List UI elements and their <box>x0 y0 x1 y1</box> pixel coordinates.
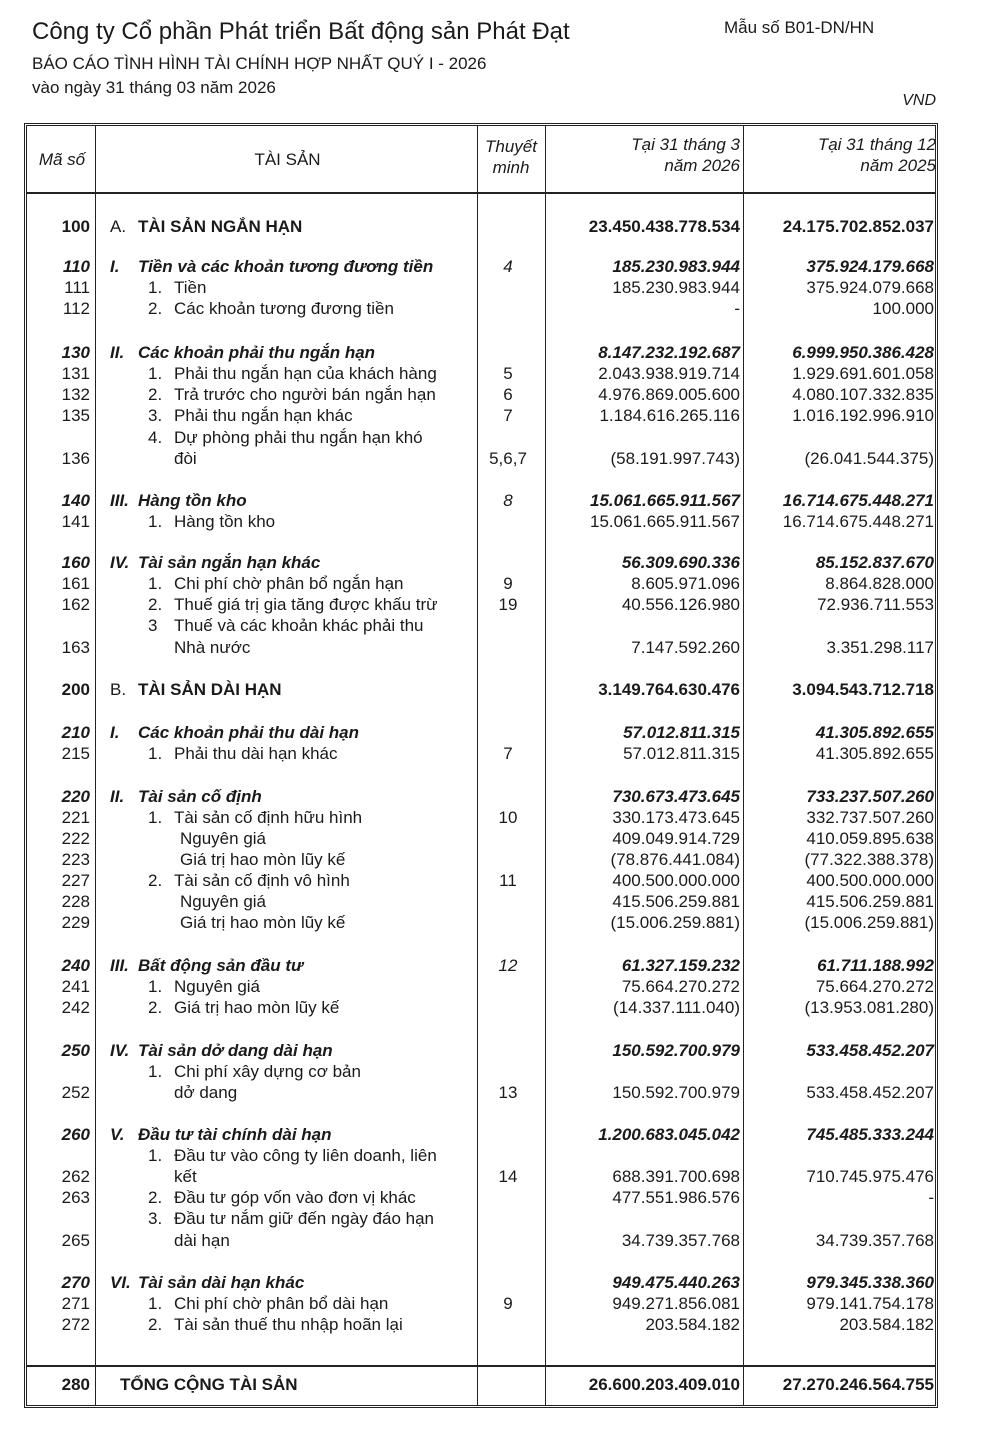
row-label: Hàng tồn kho <box>138 491 247 510</box>
row-current-value: - <box>734 299 740 318</box>
row-code: 262 <box>61 1167 90 1186</box>
row-note: 11 <box>499 871 517 890</box>
row-current-value: 34.739.357.768 <box>621 1231 740 1250</box>
row-label: Tài sản cố định hữu hình <box>174 808 363 827</box>
row-label: Nguyên giá <box>180 829 267 848</box>
row-note: 9 <box>503 574 513 593</box>
row-previous-value: 85.152.837.670 <box>815 553 934 572</box>
column-header-current <box>547 134 740 176</box>
row-current-value: 688.391.700.698 <box>612 1167 740 1186</box>
row-previous-value: 1.016.192.996.910 <box>792 406 934 425</box>
row-note: 12 <box>498 956 518 975</box>
row-current-value: (78.876.441.084) <box>610 850 740 869</box>
row-roman: III. <box>110 956 129 975</box>
row-label: Hàng tồn kho <box>174 512 276 531</box>
row-code: 141 <box>61 512 90 531</box>
row-note: 5,6,7 <box>489 449 527 468</box>
row-previous-value: 400.500.000.000 <box>806 871 934 890</box>
row-label: Chi phí chờ phân bổ ngắn hạn <box>174 574 404 593</box>
row-current-value: 7.147.592.260 <box>631 638 740 657</box>
row-previous-value: 75.664.270.272 <box>815 977 934 996</box>
row-code: 229 <box>61 913 90 932</box>
row-current-value: (58.191.997.743) <box>610 449 740 468</box>
row-previous-value: - <box>928 1188 934 1207</box>
row-label-line1: Dự phòng phải thu ngắn hạn khó <box>174 428 423 447</box>
row-roman: I. <box>110 723 120 742</box>
row-index: 2. <box>148 299 163 318</box>
row-label-line1: Đầu tư vào công ty liên doanh, liên <box>174 1146 437 1165</box>
row-code: 252 <box>61 1083 90 1102</box>
row-index: 1. <box>148 808 163 827</box>
column-header-note-line1: Thuyết <box>485 137 537 156</box>
row-code: 280 <box>61 1375 90 1394</box>
row-label: Trả trước cho người bán ngắn hạn <box>174 385 436 404</box>
column-header-previous-line1: Tại 31 tháng 12 <box>817 135 936 154</box>
row-note: 9 <box>503 1294 513 1313</box>
row-label: Nguyên giá <box>174 977 261 996</box>
row-code: 163 <box>61 638 90 657</box>
row-code: 111 <box>64 278 90 297</box>
row-previous-value: 41.305.892.655 <box>815 723 934 742</box>
row-current-value: 203.584.182 <box>645 1315 740 1334</box>
row-current-value: 57.012.811.315 <box>623 744 740 763</box>
row-code: 265 <box>61 1231 90 1250</box>
row-current-value: 75.664.270.272 <box>621 977 740 996</box>
row-code: 135 <box>61 406 90 425</box>
row-code: 223 <box>61 850 90 869</box>
row-roman: A. <box>110 217 127 236</box>
row-label: Giá trị hao mòn lũy kế <box>180 850 346 869</box>
row-previous-value: 72.936.711.553 <box>817 595 934 614</box>
row-previous-value: 34.739.357.768 <box>815 1231 934 1250</box>
row-label: Thuế giá trị gia tăng được khấu trừ <box>174 595 438 614</box>
row-code: 210 <box>61 723 90 742</box>
row-index: 4. <box>148 428 163 447</box>
row-index: 2. <box>148 595 163 614</box>
row-index: 1. <box>148 512 163 531</box>
column-header-code: Mã số <box>38 150 86 169</box>
row-index: 1. <box>148 364 163 383</box>
row-roman: I. <box>110 257 120 276</box>
row-label: Phải thu dài hạn khác <box>174 744 338 763</box>
row-index: 2. <box>148 1188 163 1207</box>
row-previous-value: (13.953.081.280) <box>804 998 934 1017</box>
row-label: TÀI SẢN DÀI HẠN <box>138 680 282 699</box>
row-code: 263 <box>61 1188 90 1207</box>
row-code: 215 <box>61 744 90 763</box>
row-label: Tiền <box>174 278 207 297</box>
column-header-previous <box>744 134 936 176</box>
row-current-value: 4.976.869.005.600 <box>598 385 740 404</box>
row-label: Chi phí chờ phân bổ dài hạn <box>174 1294 389 1313</box>
row-current-value: 415.506.259.881 <box>612 892 740 911</box>
row-code: 227 <box>61 871 90 890</box>
report-date: vào ngày 31 tháng 03 năm 2026 <box>32 78 276 97</box>
row-label: Giá trị hao mòn lũy kế <box>174 998 340 1017</box>
row-index: 1. <box>148 1062 163 1081</box>
row-roman: B. <box>110 680 127 699</box>
row-previous-value: 61.711.188.992 <box>817 956 934 975</box>
row-code: 270 <box>61 1273 90 1292</box>
row-current-value: 56.309.690.336 <box>621 553 740 572</box>
row-current-value: 3.149.764.630.476 <box>598 680 740 699</box>
row-roman: VI. <box>110 1273 131 1292</box>
row-code: 200 <box>61 680 90 699</box>
row-index: 1. <box>148 574 163 593</box>
form-code: Mẫu số B01-DN/HN <box>724 18 875 37</box>
row-label: Các khoản phải thu ngắn hạn <box>138 343 376 362</box>
row-current-value: (15.006.259.881) <box>610 913 740 932</box>
column-header-note-line2: minh <box>492 158 530 177</box>
row-code: 100 <box>61 217 90 236</box>
row-code: 160 <box>61 553 90 572</box>
row-previous-value: 410.059.895.638 <box>806 829 934 848</box>
row-current-value: 477.551.986.576 <box>612 1188 740 1207</box>
row-index: 2. <box>148 385 163 404</box>
column-header-current-line2: năm 2026 <box>664 156 740 175</box>
row-roman: V. <box>110 1125 125 1144</box>
row-current-value: 15.061.665.911.567 <box>590 512 740 531</box>
row-current-value: 409.049.914.729 <box>612 829 740 848</box>
currency-label: VND <box>902 92 936 109</box>
row-current-value: 150.592.700.979 <box>612 1041 740 1060</box>
row-index: 3 <box>148 616 158 635</box>
row-code: 241 <box>61 977 90 996</box>
row-previous-value: 533.458.452.207 <box>806 1083 934 1102</box>
row-current-value: 26.600.203.409.010 <box>588 1375 740 1394</box>
row-current-value: 57.012.811.315 <box>623 723 740 742</box>
row-label-line1: Đầu tư nắm giữ đến ngày đáo hạn <box>174 1209 434 1228</box>
row-label-line2: đòi <box>174 449 197 468</box>
row-label: Tài sản dở dang dài hạn <box>138 1041 333 1060</box>
row-current-value: 330.173.473.645 <box>612 808 740 827</box>
row-label-line1: Thuế và các khoản khác phải thu <box>174 616 424 635</box>
row-label: Tiền và các khoản tương đương tiền <box>138 257 434 276</box>
row-index: 3. <box>148 406 163 425</box>
row-previous-value: 203.584.182 <box>839 1315 934 1334</box>
row-note: 7 <box>503 406 513 425</box>
row-code: 161 <box>61 574 90 593</box>
row-current-value: 400.500.000.000 <box>612 871 740 890</box>
row-index: 1. <box>148 278 163 297</box>
row-code: 132 <box>61 385 90 404</box>
row-note: 13 <box>498 1083 518 1102</box>
row-roman: III. <box>110 491 129 510</box>
row-label: Tài sản thuế thu nhập hoãn lại <box>174 1315 403 1334</box>
row-previous-value: 375.924.179.668 <box>806 257 934 276</box>
row-index: 1. <box>148 977 163 996</box>
row-code: 272 <box>61 1315 90 1334</box>
row-index: 1. <box>148 1146 163 1165</box>
row-previous-value: 332.737.507.260 <box>806 808 934 827</box>
row-code: 130 <box>61 343 90 362</box>
row-current-value: 1.200.683.045.042 <box>598 1125 740 1144</box>
row-previous-value: (26.041.544.375) <box>804 449 934 468</box>
row-code: 221 <box>61 808 90 827</box>
row-note: 8 <box>503 491 513 510</box>
row-previous-value: 4.080.107.332.835 <box>792 385 934 404</box>
row-label: Giá trị hao mòn lũy kế <box>180 913 346 932</box>
row-current-value: 949.271.856.081 <box>612 1294 740 1313</box>
row-label: Tài sản ngắn hạn khác <box>138 553 321 572</box>
row-label: Phải thu ngắn hạn của khách hàng <box>174 364 437 383</box>
company-name: Công ty Cổ phần Phát triển Bất động sản Phát Đạt <box>32 18 570 45</box>
row-previous-value: 6.999.950.386.428 <box>792 343 934 362</box>
row-label-line2: kết <box>174 1167 197 1186</box>
row-previous-value: (15.006.259.881) <box>804 913 934 932</box>
row-current-value: 185.230.983.944 <box>612 278 740 297</box>
row-current-value: 8.147.232.192.687 <box>598 343 740 362</box>
row-roman: II. <box>110 343 125 362</box>
row-index: 1. <box>148 744 163 763</box>
row-current-value: (14.337.111.040) <box>613 998 740 1017</box>
row-label: TỔNG CỘNG TÀI SẢN <box>120 1375 298 1394</box>
row-previous-value: 3.351.298.117 <box>826 638 934 657</box>
row-index: 2. <box>148 1315 163 1334</box>
row-previous-value: 415.506.259.881 <box>806 892 934 911</box>
column-header-note <box>478 136 544 178</box>
row-note: 4 <box>503 257 513 276</box>
row-previous-value: 375.924.079.668 <box>806 278 934 297</box>
row-label: Phải thu ngắn hạn khác <box>174 406 353 425</box>
row-current-value: 8.605.971.096 <box>631 574 740 593</box>
row-code: 131 <box>61 364 90 383</box>
row-current-value: 61.327.159.232 <box>621 956 740 975</box>
row-code: 250 <box>61 1041 90 1060</box>
row-label-line2: dở dang <box>174 1083 238 1102</box>
row-label: Đầu tư góp vốn vào đơn vị khác <box>174 1188 416 1207</box>
row-roman: IV. <box>110 553 130 572</box>
row-current-value: 40.556.126.980 <box>621 595 740 614</box>
row-label: Tài sản cố định vô hình <box>174 871 350 890</box>
row-code: 242 <box>61 998 90 1017</box>
row-previous-value: 41.305.892.655 <box>815 744 934 763</box>
row-label: Bất động sản đầu tư <box>138 956 304 975</box>
row-current-value: 2.043.938.919.714 <box>598 364 740 383</box>
row-current-value: 15.061.665.911.567 <box>590 491 740 510</box>
row-current-value: 23.450.438.778.534 <box>588 217 740 236</box>
row-roman: IV. <box>110 1041 130 1060</box>
row-note: 14 <box>498 1167 518 1186</box>
row-previous-value: 710.745.975.476 <box>806 1167 934 1186</box>
row-code: 240 <box>61 956 90 975</box>
row-current-value: 730.673.473.645 <box>612 787 740 806</box>
row-previous-value: 979.141.754.178 <box>806 1294 934 1313</box>
row-code: 112 <box>62 299 90 318</box>
row-current-value: 1.184.616.265.116 <box>599 406 740 425</box>
row-note: 7 <box>503 744 513 763</box>
row-previous-value: 100.000 <box>872 299 934 318</box>
row-previous-value: 3.094.543.712.718 <box>792 680 934 699</box>
row-label: Các khoản phải thu dài hạn <box>138 723 360 742</box>
row-current-value: 150.592.700.979 <box>612 1083 740 1102</box>
row-label: Tài sản cố định <box>138 787 262 806</box>
row-current-value: 185.230.983.944 <box>612 257 740 276</box>
row-previous-value: 533.458.452.207 <box>806 1041 934 1060</box>
row-index: 2. <box>148 871 163 890</box>
row-previous-value: 24.175.702.852.037 <box>782 217 934 236</box>
row-label-line2: Nhà nước <box>174 638 251 657</box>
row-previous-value: (77.322.388.378) <box>804 850 934 869</box>
row-previous-value: 745.485.333.244 <box>806 1125 934 1144</box>
row-roman: II. <box>110 787 125 806</box>
row-note: 19 <box>498 595 518 614</box>
row-index: 1. <box>148 1294 163 1313</box>
row-previous-value: 733.237.507.260 <box>806 787 934 806</box>
column-header-current-line1: Tại 31 tháng 3 <box>631 135 740 154</box>
row-note: 5 <box>503 364 513 383</box>
row-code: 260 <box>61 1125 90 1144</box>
row-previous-value: 979.345.338.360 <box>806 1273 934 1292</box>
row-previous-value: 27.270.246.564.755 <box>782 1375 934 1394</box>
row-label-line2: dài hạn <box>174 1231 230 1250</box>
row-code: 228 <box>61 892 90 911</box>
row-code: 271 <box>61 1294 90 1313</box>
row-code: 220 <box>61 787 90 806</box>
row-current-value: 949.475.440.263 <box>612 1273 740 1292</box>
row-label: TÀI SẢN NGẮN HẠN <box>138 217 303 236</box>
row-label: Đầu tư tài chính dài hạn <box>138 1125 332 1144</box>
row-previous-value: 8.864.828.000 <box>825 574 934 593</box>
row-previous-value: 16.714.675.448.271 <box>782 491 934 510</box>
row-note: 10 <box>498 808 518 827</box>
row-code: 136 <box>61 449 90 468</box>
row-code: 222 <box>61 829 90 848</box>
row-index: 3. <box>148 1209 163 1228</box>
report-title: BÁO CÁO TÌNH HÌNH TÀI CHÍNH HỢP NHẤT QUÝ I - 2026 <box>32 54 487 73</box>
row-code: 110 <box>62 257 90 276</box>
row-previous-value: 1.929.691.601.058 <box>792 364 934 383</box>
row-index: 2. <box>148 998 163 1017</box>
row-label: Các khoản tương đương tiền <box>174 299 394 318</box>
row-label: Nguyên giá <box>180 892 267 911</box>
row-code: 162 <box>61 595 90 614</box>
row-code: 140 <box>61 491 90 510</box>
row-label: Tài sản dài hạn khác <box>138 1273 305 1292</box>
row-note: 6 <box>503 385 513 404</box>
row-previous-value: 16.714.675.448.271 <box>782 512 934 531</box>
row-label-line1: Chi phí xây dựng cơ bản <box>174 1062 361 1081</box>
column-header-previous-line2: năm 2025 <box>860 156 936 175</box>
column-header-asset: TÀI SẢN <box>254 150 321 169</box>
